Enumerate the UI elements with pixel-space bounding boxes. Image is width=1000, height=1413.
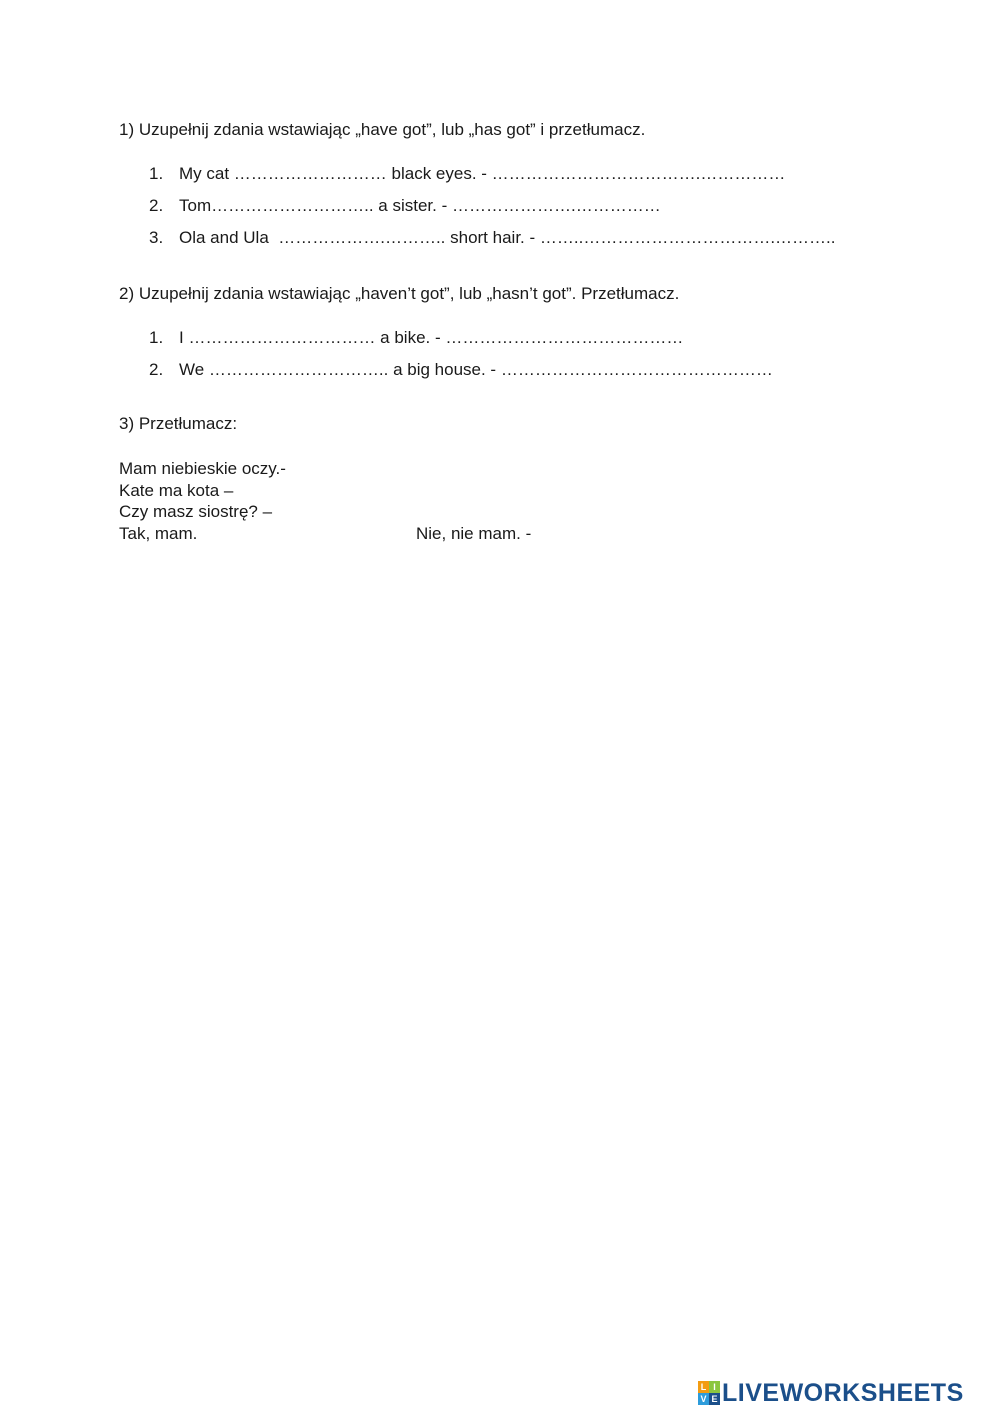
section3-line1: Mam niebieskie oczy.- (119, 459, 286, 478)
section2-item2-number: 2. (149, 360, 164, 379)
logo-text: LIVEWORKSHEETS (722, 1379, 964, 1407)
liveworksheets-logo (698, 1379, 964, 1407)
section1-item3-text: Ola and Ula ……………….……….. short hair. - ……..…………………………….……….. (179, 228, 836, 247)
section2-item1-text: I …………………………… a bike. - …………………………………… (179, 328, 684, 347)
section3-answer-right: Nie, nie mam. - (416, 524, 532, 543)
logo-mark-letter-e: E (709, 1393, 720, 1405)
section2-item2-text: We ………………………….. a big house. - ………………………………………… (179, 360, 773, 379)
section3-line2: Kate ma kota – (119, 481, 234, 500)
section1-item1-number: 1. (149, 164, 164, 183)
section1-heading: 1) Uzupełnij zdania wstawiając „have got”, lub „has got” i przetłumacz. (119, 120, 646, 139)
section2-item1-number: 1. (149, 328, 164, 347)
section3-heading: 3) Przetłumacz: (119, 414, 238, 433)
section3-line3: Czy masz siostrę? – (119, 502, 273, 521)
section3-line4: Tak, mam. (119, 524, 198, 543)
section1-item2-number: 2. (149, 196, 164, 215)
section1-item2-text: Tom……………………….. a sister. - ………………….…………… (179, 196, 661, 215)
section1-item3-number: 3. (149, 228, 164, 247)
logo-mark-letter-i: I (709, 1381, 720, 1393)
section2-heading: 2) Uzupełnij zdania wstawiając „haven’t got”, lub „hasn’t got”. Przetłumacz. (119, 284, 680, 303)
logo-mark-letter-l: L (698, 1381, 709, 1393)
logo-mark-icon (698, 1381, 720, 1405)
section1-item1-text: My cat ……………………… black eyes. - ……………………………….…………… (179, 164, 786, 183)
logo-mark-letter-v: V (698, 1393, 709, 1405)
